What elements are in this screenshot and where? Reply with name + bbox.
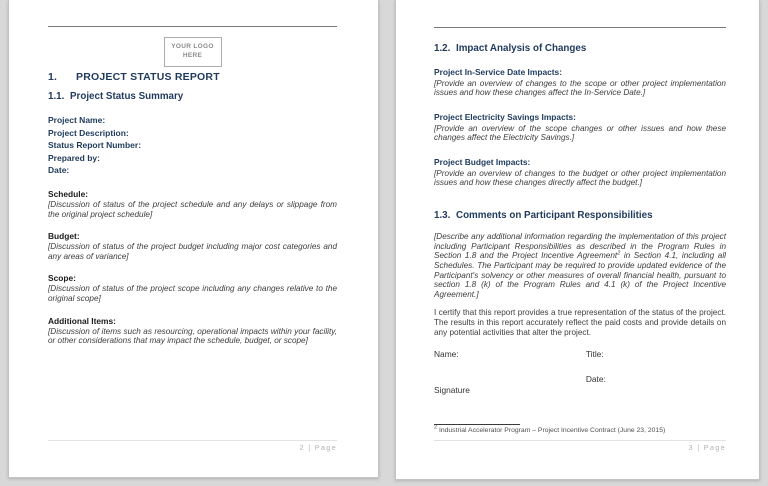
- impact-label: Project Budget Impacts:: [434, 157, 531, 168]
- impact-placeholder-text: [Provide an overview of changes to the budget or other project implementation issues and how these changes directly affect the budget.]: [434, 168, 726, 188]
- section-placeholder-text: [Discussion of status of the project schedule and any delays or slippage from the original project schedule]: [48, 199, 337, 219]
- impact-label: Project Electricity Savings Impacts:: [434, 112, 576, 123]
- document-page-2: [8, 0, 379, 478]
- section-label: Scope:: [48, 273, 76, 284]
- heading-number: 1.1.: [48, 91, 65, 102]
- heading-project-status-summary: [48, 91, 337, 102]
- heading-impact-analysis: [434, 43, 726, 54]
- section-placeholder-text: [Discussion of status of the project budget including major cost categories and any areas of variance]: [48, 242, 337, 261]
- section-label: Schedule:: [48, 188, 89, 199]
- signature-row-3: [434, 385, 726, 395]
- logo-placeholder: [164, 37, 222, 67]
- section-placeholder-text: [Discussion of items such as resourcing, operational impacts within your facility, or other considerations that may impact the schedule, budget, or scope]: [48, 326, 337, 346]
- footnote-separator-rule: [434, 424, 520, 425]
- section-schedule: [48, 189, 337, 219]
- certification-statement: I certify that this report provides a true representation of the status of the project. The results in this report accurately reflect the paid costs and provide details on any potential activities that alter the project.: [434, 308, 726, 337]
- heading-title: Comments on Participant Responsibilities: [456, 210, 653, 222]
- spacer: [586, 385, 726, 395]
- responsibilities-text-part1: [Describe any additional information regarding the implementation of this project including Participant Responsibilities as described in the Program Rules in Section 1.8 and the Project Incentive Agreement: [434, 232, 726, 261]
- section-placeholder-text: [Discussion of status of the project scope including any changes relative to the original scope]: [48, 284, 337, 303]
- responsibilities-text-part2: in Section 4.1, including all Schedules. The Participant may be required to provide updated evidence of the Participant's solvency or other measures of overall financial health, pursuant to section 1.8 (k) of the Program Rules and 4.1 (k) of the Project Incentive Agreement.]: [434, 251, 726, 299]
- field-prepared-by: Prepared by:: [48, 152, 100, 163]
- logo-text-line1: YOUR LOGO: [171, 43, 214, 51]
- impact-placeholder-text: [Provide an overview of changes to the scope or other project implementation issues and how these changes affect the In-Service Date.]: [434, 78, 726, 98]
- heading-project-status-report: [48, 71, 337, 83]
- signature-row-1: [434, 349, 726, 359]
- header-rule: [48, 0, 337, 27]
- footnote-text: [434, 424, 726, 434]
- responsibilities-placeholder-text: [434, 232, 726, 299]
- page-number-label: 2 | Page: [299, 443, 337, 452]
- page-number-label: 3 | Page: [688, 443, 726, 452]
- impact-electricity-savings: [434, 112, 726, 143]
- heading-number: 1.: [48, 71, 58, 83]
- heading-number: 1.3.: [434, 210, 451, 222]
- section-additional-items: [48, 316, 337, 346]
- page-footer: [48, 440, 337, 452]
- footnote-area: [434, 424, 726, 434]
- section-label: Additional Items:: [48, 315, 116, 326]
- heading-title: Project Status Summary: [70, 91, 184, 102]
- heading-title: PROJECT STATUS REPORT: [76, 71, 220, 83]
- document-page-3: [395, 0, 760, 480]
- section-budget: [48, 231, 337, 261]
- field-date: Date:: [48, 165, 70, 176]
- logo-text-line2: HERE: [182, 52, 203, 59]
- footnote-citation: Industrial Accelerator Program – Project Incentive Contract (June 23, 2015): [437, 427, 666, 434]
- heading-participant-responsibilities: [434, 210, 726, 221]
- footnote-reference: 2: [617, 250, 621, 257]
- summary-field-list: [48, 114, 337, 177]
- date-label: Date:: [585, 373, 606, 384]
- field-project-name: Project Name:: [48, 115, 106, 125]
- signature-row-2: [434, 374, 726, 384]
- field-status-report-number: Status Report Number:: [48, 140, 142, 151]
- header-rule: [434, 0, 726, 28]
- section-label: Budget:: [48, 231, 80, 242]
- heading-number: 1.2.: [434, 43, 451, 54]
- heading-title: Impact Analysis of Changes: [456, 43, 587, 54]
- impact-label: Project In-Service Date Impacts:: [434, 67, 563, 77]
- title-label: Title:: [585, 348, 604, 359]
- signature-label: Signature: [434, 384, 470, 395]
- impact-in-service-date: [434, 67, 726, 98]
- signature-block: [434, 349, 726, 395]
- field-project-description: Project Description:: [48, 127, 129, 138]
- section-scope: [48, 273, 337, 303]
- footnote-marker: 2: [434, 424, 438, 431]
- page-footer: [434, 440, 726, 452]
- spacer: [434, 374, 586, 384]
- impact-placeholder-text: [Provide an overview of the scope changes or other issues and how these changes affect the Electricity Savings.]: [434, 123, 726, 143]
- name-label: Name:: [434, 348, 459, 359]
- impact-budget: [434, 157, 726, 188]
